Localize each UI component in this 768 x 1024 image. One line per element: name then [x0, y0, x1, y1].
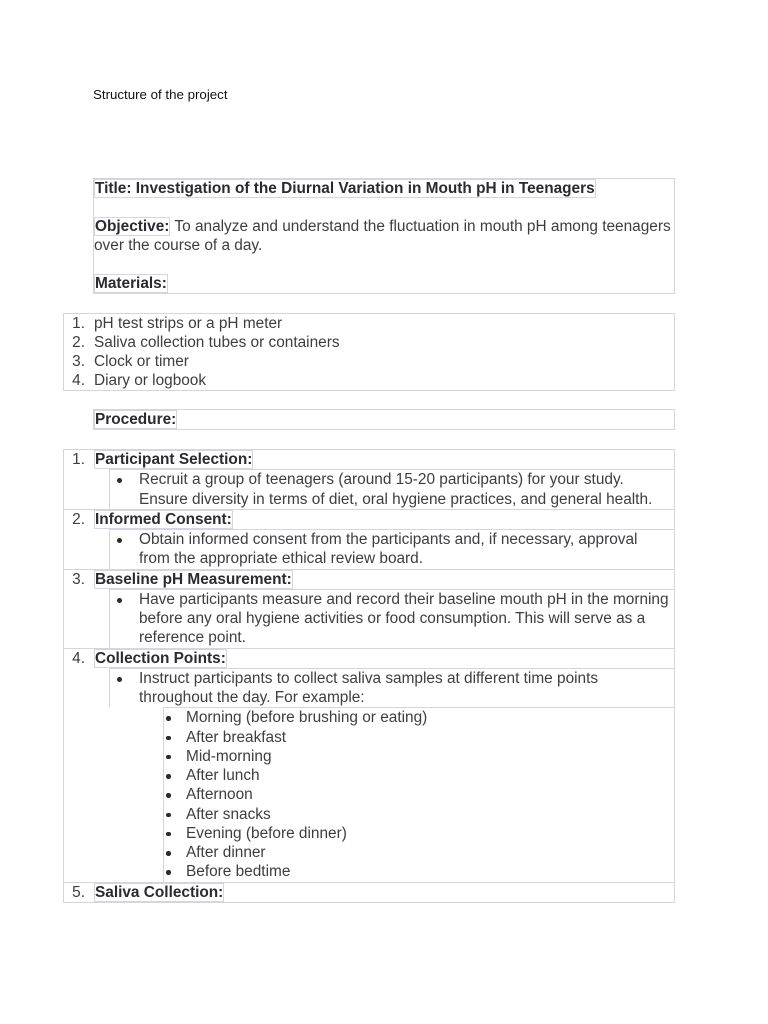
bullet-marker [164, 728, 186, 747]
step-detail-text: Recruit a group of teenagers (around 15-20 participants) for your study. Ensure diversity in terms of diet, oral hygiene practices, and general health. [139, 471, 653, 508]
title-line [94, 179, 674, 198]
time-point-text: Mid-morning [186, 747, 272, 765]
bullet-marker [164, 766, 186, 785]
step-detail [109, 529, 674, 569]
time-point-text: Morning (before brushing or eating) [186, 709, 428, 727]
step-heading [64, 649, 674, 668]
bullet-icon [166, 870, 171, 875]
bullet-icon [166, 736, 171, 741]
list-item [64, 352, 674, 371]
bullet-icon [117, 677, 122, 682]
list-number: 1. [72, 315, 85, 332]
bullet-marker [164, 843, 186, 862]
list-item [164, 785, 674, 804]
bullet-marker [110, 470, 139, 489]
list-item [164, 708, 674, 727]
step-number: 1. [72, 451, 85, 468]
step-detail [109, 469, 674, 509]
materials-list [63, 313, 675, 391]
step-heading [64, 450, 674, 469]
page-heading: Structure of the project [93, 87, 228, 102]
bullet-marker [110, 530, 139, 549]
list-item [164, 766, 674, 785]
procedure-step [64, 509, 674, 569]
time-point-text: After breakfast [186, 728, 287, 746]
bullet-marker [110, 669, 139, 688]
bullet-marker [164, 747, 186, 766]
list-item [164, 728, 674, 747]
step-label: Collection Points: [95, 649, 226, 667]
step-detail [109, 668, 674, 708]
project-intro-box [93, 178, 675, 294]
time-point-text: Afternoon [186, 786, 253, 804]
bullet-icon [166, 813, 171, 818]
step-number: 4. [72, 649, 85, 667]
step-heading [64, 570, 674, 589]
bullet-icon [166, 793, 171, 798]
bullet-marker [164, 805, 186, 824]
procedure-list [63, 449, 675, 903]
time-point-text: After snacks [186, 805, 271, 823]
bullet-marker [164, 785, 186, 804]
step-number: 5. [72, 883, 85, 901]
bullet-marker [164, 862, 186, 881]
list-item [64, 371, 674, 390]
list-item [164, 805, 674, 824]
step-detail-text: Have participants measure and record their baseline mouth pH in the morning before any oral hygiene activities or food consumption. This will serve as a reference point. [139, 590, 669, 647]
bullet-icon [166, 774, 171, 779]
procedure-step [64, 569, 674, 648]
step-detail-text: Instruct participants to collect saliva samples at different time points throughout the day. For example: [139, 669, 599, 706]
step-label: Baseline pH Measurement: [95, 570, 292, 588]
bullet-icon [166, 716, 171, 721]
procedure-step [64, 450, 674, 509]
time-point-text: After lunch [186, 767, 260, 784]
materials-heading-line [94, 274, 674, 293]
list-number: 2. [72, 334, 85, 351]
list-item [164, 843, 674, 862]
step-heading [64, 510, 674, 529]
bullet-icon [166, 832, 171, 837]
project-title: Title: Investigation of the Diurnal Variation in Mouth pH in Teenagers [95, 180, 595, 197]
material-text: Saliva collection tubes or containers [94, 334, 340, 351]
objective-text: To analyze and understand the fluctuation in mouth pH among teenagers over the course of a day. [94, 218, 671, 254]
procedure-label: Procedure: [95, 411, 177, 428]
step-label: Participant Selection: [95, 451, 253, 468]
step-label: Saliva Collection: [95, 883, 224, 901]
step-label: Informed Consent: [95, 510, 232, 528]
objective-label: Objective: [95, 218, 170, 235]
bullet-icon [117, 598, 122, 603]
time-point-text: Evening (before dinner) [186, 824, 347, 842]
list-item [164, 747, 674, 766]
list-item [164, 824, 674, 843]
time-point-text: Before bedtime [186, 863, 291, 881]
list-number: 3. [72, 353, 85, 370]
list-item [64, 314, 674, 333]
step-heading [64, 883, 674, 902]
step-number: 2. [72, 510, 85, 528]
bullet-icon [117, 538, 122, 543]
bullet-marker [164, 824, 186, 843]
bullet-icon [166, 851, 171, 856]
step-detail [109, 589, 674, 648]
objective-line [94, 217, 674, 255]
material-text: Clock or timer [94, 353, 189, 370]
material-text: Diary or logbook [94, 372, 207, 389]
time-points-list [163, 707, 674, 881]
bullet-icon [166, 755, 171, 760]
procedure-heading-box [93, 409, 675, 430]
step-number: 3. [72, 570, 85, 588]
bullet-icon [117, 478, 122, 483]
step-detail-text: Obtain informed consent from the participants and, if necessary, approval from the appropriate ethical review board. [139, 531, 638, 568]
procedure-step [64, 648, 674, 882]
bullet-marker [110, 590, 139, 609]
material-text: pH test strips or a pH meter [94, 315, 283, 332]
materials-label: Materials: [95, 275, 167, 292]
list-item [64, 333, 674, 352]
procedure-step [64, 882, 674, 902]
bullet-marker [164, 708, 186, 727]
time-point-text: After dinner [186, 844, 266, 861]
list-number: 4. [72, 372, 85, 389]
list-item [164, 862, 674, 881]
